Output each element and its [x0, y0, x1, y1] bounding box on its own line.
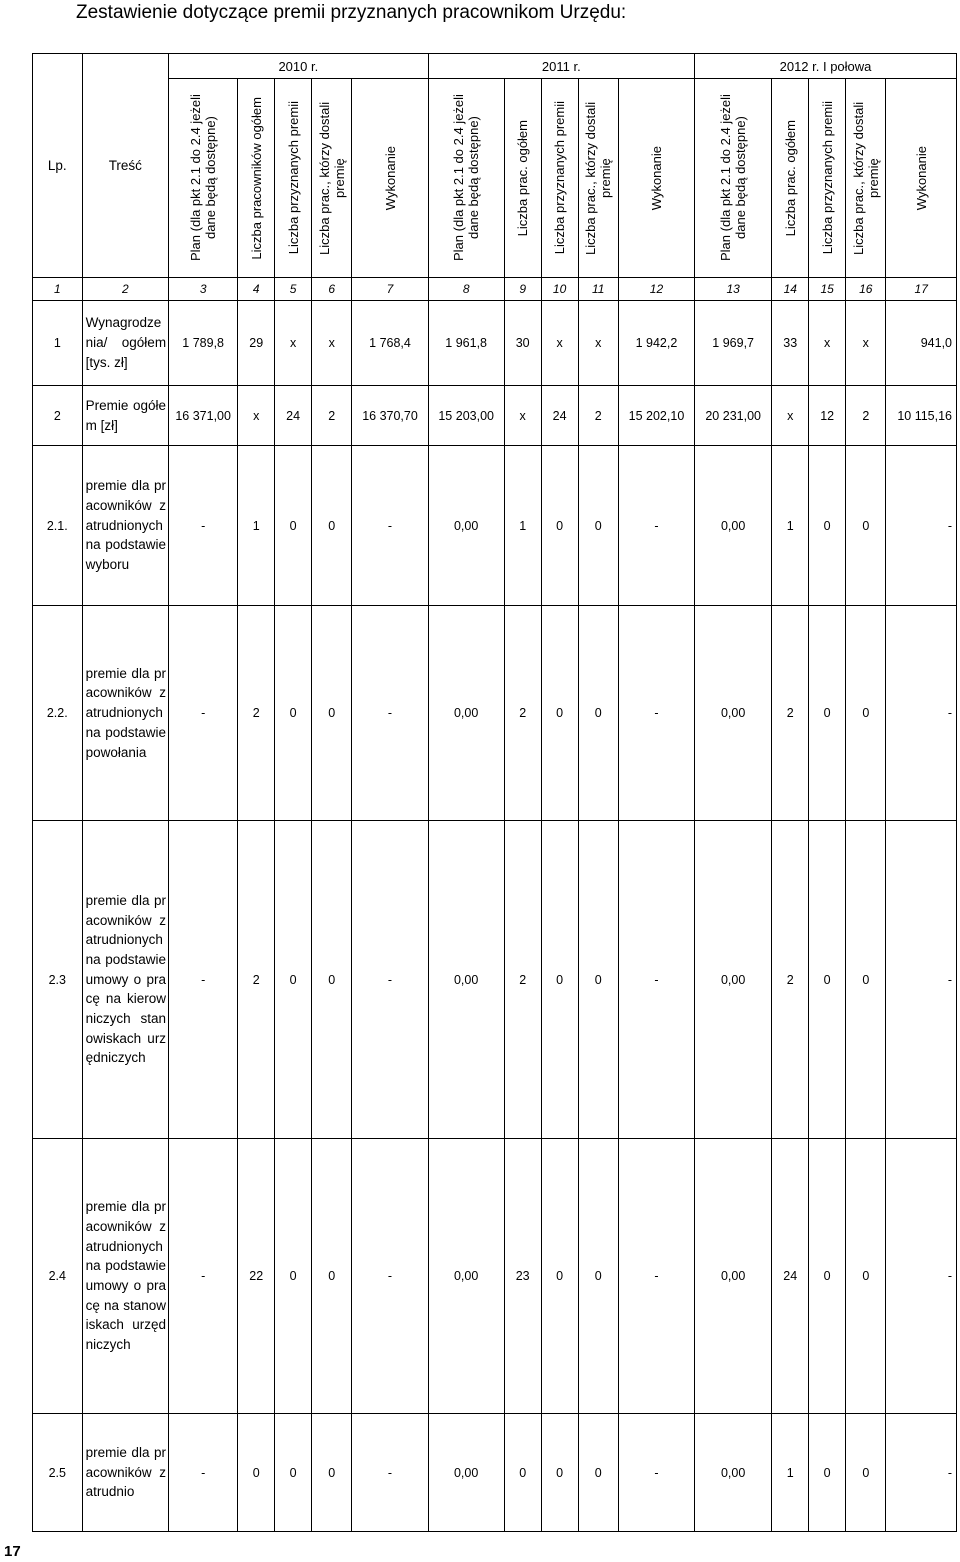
value-cell: 0 — [578, 821, 618, 1139]
column-header — [618, 79, 694, 278]
column-header-label: Wykonanie — [382, 145, 398, 211]
value-cell: x — [312, 301, 352, 386]
value-cell: 0 — [275, 1414, 312, 1532]
value-cell: 2 — [578, 386, 618, 446]
value-cell: 10 115,16 — [886, 386, 957, 446]
document-title: Zestawienie dotyczące premii przyznanych pracownikom Urzędu: — [76, 2, 627, 23]
value-cell: 0 — [578, 446, 618, 606]
column-number: 13 — [695, 278, 772, 301]
value-cell: 2 — [312, 386, 352, 446]
value-cell: 0 — [312, 446, 352, 606]
value-cell: x — [504, 386, 541, 446]
value-cell: 1 961,8 — [428, 301, 504, 386]
column-number: 17 — [886, 278, 957, 301]
value-cell: 0 — [541, 606, 578, 821]
table-row — [33, 1414, 957, 1532]
column-header — [578, 79, 618, 278]
value-cell: - — [352, 446, 428, 606]
value-cell: 0 — [846, 821, 886, 1139]
value-cell: 29 — [238, 301, 275, 386]
column-number: 15 — [809, 278, 846, 301]
row-description: premie dla pracowników zatrudnionych na podstawie powołania — [82, 606, 168, 821]
value-cell: 1 942,2 — [618, 301, 694, 386]
row-number: 2 — [33, 386, 83, 446]
value-cell: x — [578, 301, 618, 386]
column-header-label: Liczba prac. ogółem — [515, 119, 531, 237]
row-number: 1 — [33, 301, 83, 386]
year-2011-header: 2011 r. — [428, 54, 694, 79]
value-cell: 1 — [772, 446, 809, 606]
value-cell: 0,00 — [428, 821, 504, 1139]
column-header-label: Wykonanie — [648, 145, 664, 211]
value-cell: 0 — [809, 1139, 846, 1414]
column-header-label: Liczba prac., którzy dostali premię — [316, 101, 347, 255]
column-header — [238, 79, 275, 278]
value-cell: 0 — [846, 1414, 886, 1532]
value-cell: 0 — [578, 1139, 618, 1414]
value-cell: 2 — [504, 606, 541, 821]
column-header — [428, 79, 504, 278]
row-number: 2.2. — [33, 606, 83, 821]
value-cell: 0 — [312, 606, 352, 821]
year-2010-header: 2010 r. — [169, 54, 429, 79]
value-cell: - — [618, 821, 694, 1139]
value-cell: 20 231,00 — [695, 386, 772, 446]
value-cell: 0 — [809, 606, 846, 821]
value-cell: - — [886, 606, 957, 821]
column-number: 8 — [428, 278, 504, 301]
value-cell: 24 — [541, 386, 578, 446]
column-header — [275, 79, 312, 278]
value-cell: - — [169, 606, 238, 821]
value-cell: - — [169, 446, 238, 606]
column-number: 16 — [846, 278, 886, 301]
value-cell: - — [886, 446, 957, 606]
value-cell: 0,00 — [695, 1414, 772, 1532]
value-cell: 2 — [846, 386, 886, 446]
value-cell: 15 202,10 — [618, 386, 694, 446]
column-header — [886, 79, 957, 278]
column-header — [169, 79, 238, 278]
value-cell: 0 — [809, 446, 846, 606]
value-cell: 15 203,00 — [428, 386, 504, 446]
value-cell: 0 — [504, 1414, 541, 1532]
value-cell: 1 789,8 — [169, 301, 238, 386]
value-cell: 0 — [809, 821, 846, 1139]
value-cell: 16 371,00 — [169, 386, 238, 446]
value-cell: 22 — [238, 1139, 275, 1414]
value-cell: 1 — [238, 446, 275, 606]
value-cell: - — [169, 821, 238, 1139]
value-cell: 2 — [772, 821, 809, 1139]
column-number: 14 — [772, 278, 809, 301]
value-cell: 12 — [809, 386, 846, 446]
value-cell: 0,00 — [428, 606, 504, 821]
column-header-label: Liczba przyznanych premii — [285, 101, 301, 255]
value-cell: - — [352, 1414, 428, 1532]
column-number: 9 — [504, 278, 541, 301]
lp-header: Lp. — [33, 54, 83, 278]
value-cell: 0 — [312, 1414, 352, 1532]
value-cell: 941,0 — [886, 301, 957, 386]
value-cell: 1 768,4 — [352, 301, 428, 386]
column-number: 3 — [169, 278, 238, 301]
value-cell: 0 — [312, 1139, 352, 1414]
value-cell: - — [169, 1139, 238, 1414]
column-header — [772, 79, 809, 278]
value-cell: 0 — [275, 1139, 312, 1414]
column-header — [352, 79, 428, 278]
value-cell: 0 — [275, 446, 312, 606]
value-cell: 2 — [772, 606, 809, 821]
value-cell: 0 — [312, 821, 352, 1139]
value-cell: 30 — [504, 301, 541, 386]
row-number: 2.5 — [33, 1414, 83, 1532]
row-description: Wynagrodzenia/ ogółem [tys. zł] — [82, 301, 168, 386]
value-cell: 24 — [275, 386, 312, 446]
value-cell: 2 — [238, 821, 275, 1139]
value-cell: x — [846, 301, 886, 386]
value-cell: - — [352, 1139, 428, 1414]
year-2012-header: 2012 r. I połowa — [695, 54, 957, 79]
value-cell: - — [352, 606, 428, 821]
value-cell: 2 — [238, 606, 275, 821]
value-cell: 0,00 — [695, 1139, 772, 1414]
column-header — [541, 79, 578, 278]
value-cell: 2 — [504, 821, 541, 1139]
column-header-label: Liczba prac., którzy dostali premię — [583, 101, 614, 255]
value-cell: - — [886, 1414, 957, 1532]
column-header-row — [33, 79, 957, 278]
column-number: 5 — [275, 278, 312, 301]
value-cell: 16 370,70 — [352, 386, 428, 446]
column-header — [312, 79, 352, 278]
column-number: 4 — [238, 278, 275, 301]
value-cell: x — [772, 386, 809, 446]
column-number: 7 — [352, 278, 428, 301]
value-cell: 0,00 — [428, 1139, 504, 1414]
row-number: 2.3 — [33, 821, 83, 1139]
column-header-label: Plan (dla pkt 2.1 do 2.4 jeżeli dane będą dostępne) — [188, 94, 219, 262]
value-cell: 0 — [846, 1139, 886, 1414]
table-row — [33, 606, 957, 821]
column-header-label: Liczba prac. ogółem — [782, 119, 798, 237]
value-cell: 0 — [541, 821, 578, 1139]
value-cell: 0 — [578, 606, 618, 821]
column-header-label: Liczba pracowników ogółem — [248, 96, 264, 260]
column-header-label: Liczba przyznanych premii — [819, 101, 835, 255]
tresc-header: Treść — [82, 54, 168, 278]
column-header-label: Plan (dla pkt 2.1 do 2.4 jeżeli dane będą dostępne) — [451, 94, 482, 262]
value-cell: - — [169, 1414, 238, 1532]
value-cell: - — [886, 1139, 957, 1414]
value-cell: 1 — [504, 446, 541, 606]
premium-table — [32, 53, 957, 1532]
value-cell: 0,00 — [428, 446, 504, 606]
row-number: 2.4 — [33, 1139, 83, 1414]
value-cell: 0 — [541, 446, 578, 606]
value-cell: - — [352, 821, 428, 1139]
row-description: Premie ogółem [zł] — [82, 386, 168, 446]
column-header — [695, 79, 772, 278]
value-cell: - — [886, 821, 957, 1139]
value-cell: - — [618, 446, 694, 606]
row-description: premie dla pracowników zatrudnio — [82, 1414, 168, 1532]
page-number: 17 — [4, 1543, 21, 1560]
column-number: 2 — [82, 278, 168, 301]
value-cell: 33 — [772, 301, 809, 386]
value-cell: - — [618, 1139, 694, 1414]
column-number-row — [33, 278, 957, 301]
value-cell: 0,00 — [695, 606, 772, 821]
value-cell: 0 — [578, 1414, 618, 1532]
value-cell: 0 — [846, 446, 886, 606]
value-cell: 0 — [541, 1139, 578, 1414]
row-description: premie dla pracowników zatrudnionych na podstawie umowy o pracę na kierowniczych stanowiskach urzędniczych — [82, 821, 168, 1139]
value-cell: 0 — [541, 1414, 578, 1532]
value-cell: 0,00 — [695, 821, 772, 1139]
value-cell: 0,00 — [695, 446, 772, 606]
table-row — [33, 446, 957, 606]
value-cell: 1 — [772, 1414, 809, 1532]
row-description: premie dla pracowników zatrudnionych na podstawie umowy o pracę na stanowiskach urzędniczych — [82, 1139, 168, 1414]
value-cell: 23 — [504, 1139, 541, 1414]
value-cell: 0 — [275, 821, 312, 1139]
table-row — [33, 821, 957, 1139]
table-row — [33, 1139, 957, 1414]
value-cell: 1 969,7 — [695, 301, 772, 386]
value-cell: - — [618, 1414, 694, 1532]
value-cell: 0 — [238, 1414, 275, 1532]
value-cell: 0 — [275, 606, 312, 821]
column-number: 1 — [33, 278, 83, 301]
table-row — [33, 386, 957, 446]
column-number: 12 — [618, 278, 694, 301]
column-number: 10 — [541, 278, 578, 301]
column-header — [846, 79, 886, 278]
row-number: 2.1. — [33, 446, 83, 606]
column-header-label: Wykonanie — [913, 145, 929, 211]
value-cell: x — [238, 386, 275, 446]
value-cell: 0,00 — [428, 1414, 504, 1532]
table-row — [33, 301, 957, 386]
column-number: 6 — [312, 278, 352, 301]
column-header — [504, 79, 541, 278]
value-cell: - — [618, 606, 694, 821]
value-cell: 24 — [772, 1139, 809, 1414]
value-cell: 0 — [846, 606, 886, 821]
value-cell: 0 — [809, 1414, 846, 1532]
column-number: 11 — [578, 278, 618, 301]
year-header-row — [33, 54, 957, 79]
column-header-label: Liczba prac., którzy dostali premię — [850, 101, 881, 255]
column-header-label: Liczba przyznanych premii — [552, 101, 568, 255]
column-header — [809, 79, 846, 278]
value-cell: x — [809, 301, 846, 386]
value-cell: x — [541, 301, 578, 386]
value-cell: x — [275, 301, 312, 386]
row-description: premie dla pracowników zatrudnionych na podstawie wyboru — [82, 446, 168, 606]
column-header-label: Plan (dla pkt 2.1 do 2.4 jeżeli dane będą dostępne) — [718, 94, 749, 262]
